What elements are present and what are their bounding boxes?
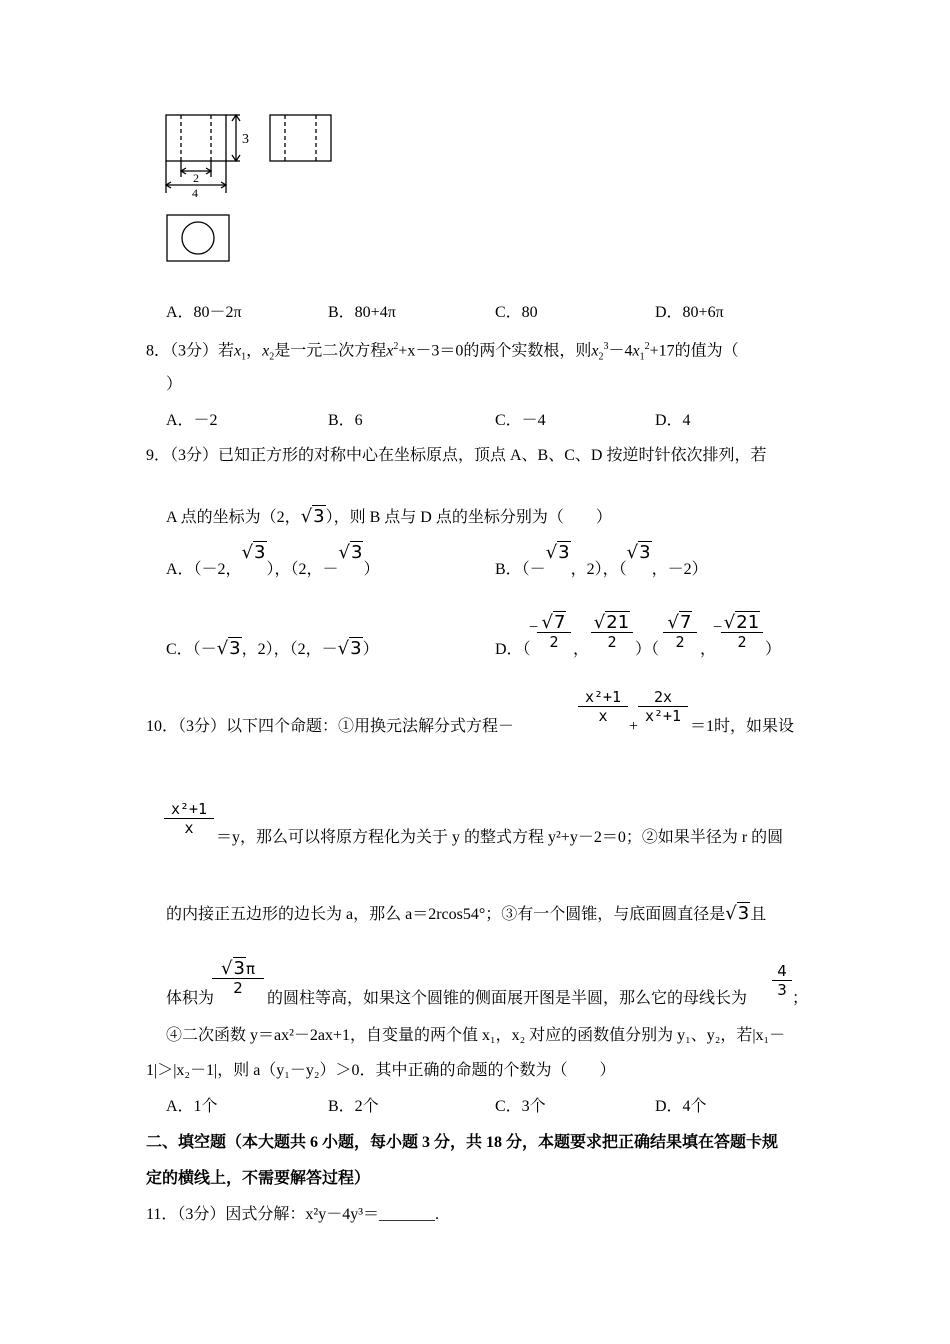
q10-fraction-2: 2x x²+1	[638, 688, 688, 725]
q10-option-d[interactable]: D．4个	[655, 1098, 707, 1115]
dim-inner-label: 2	[193, 171, 199, 185]
q10-line4-mid: 的圆柱等高，如果这个圆锥的侧面展开图是半圆，那么它的母线长为	[267, 990, 748, 1007]
side-view	[270, 115, 331, 161]
q11-stem: 11．（3分）因式分解：x²y－4y³＝_______.	[146, 1206, 440, 1223]
three-view-figure	[150, 105, 350, 275]
q8-stem: 8．（3分）若$x_1$，$x_2$是一元二次方程$x^2+x-3=0$的两个实数根，则$x_2^3-4x_1^2+17$的值为（	[146, 341, 739, 363]
q10-line5: ④二次函数 y＝ax²－2ax+1，自变量的两个值 x₁，x₂ 对应的函数值分别为 y₁、y₂，若|x₁－	[166, 1027, 786, 1044]
q10-line1: 10．（3分）以下四个命题：①用换元法解分式方程－	[146, 718, 515, 735]
sqrt-3: √3	[300, 506, 325, 527]
q7-option-b[interactable]: B．80+4π	[328, 304, 396, 321]
q10-fraction-5: 4 3	[772, 962, 792, 999]
q10-line1-tail: ＝1时，如果设	[690, 718, 795, 735]
q10-option-a[interactable]: A．1个	[166, 1098, 218, 1115]
q9-option-b[interactable]: B．（－√3，2），（√3，－2）	[495, 542, 708, 578]
q10-fraction-3: x²+1 x	[164, 800, 214, 837]
dim-outer-label: 4	[192, 186, 198, 200]
q10-option-b[interactable]: B．2个	[328, 1098, 379, 1115]
q7-option-a[interactable]: A．80－2π	[166, 304, 242, 321]
q9-stem-line1: 9．（3分）已知正方形的对称中心在坐标原点，顶点 A、B、C、D 按逆时针依次排列，若	[146, 447, 767, 464]
q8-option-d[interactable]: D．4	[655, 412, 691, 429]
q7-option-c[interactable]: C．80	[495, 304, 538, 321]
q8-option-b[interactable]: B．6	[328, 412, 363, 429]
q9-option-a[interactable]: A．（－2，√3），（2，－√3）	[166, 542, 380, 578]
q10-line4-start: 体积为	[166, 990, 215, 1007]
q10-line6: 1|＞|x₂－1|，则 a（y₁－y₂）＞0．其中正确的命题的个数为（ ）	[146, 1062, 616, 1079]
q10-fraction-1: x²+1 x	[578, 688, 628, 725]
q10-option-c[interactable]: C．3个	[495, 1098, 546, 1115]
front-view	[166, 115, 226, 161]
dim-height-label: 3	[242, 132, 249, 147]
q10-line3: 的内接正五边形的边长为 a，那么 a＝2rcos54°；③有一个圆锥，与底面圆直径是√3且	[166, 903, 767, 924]
section2-heading-line1: 二、填空题（本大题共 6 小题，每小题 3 分，共 18 分，本题要求把正确结果填在答题卡规	[146, 1134, 779, 1151]
q9-option-c[interactable]: C．（－√3，2），（2，－√3）	[166, 638, 379, 659]
q7-option-d[interactable]: D．80+6π	[655, 304, 724, 321]
q9-stem-line2: A 点的坐标为（2，√3），则 B 点与 D 点的坐标分别为（ ）	[166, 506, 612, 527]
q10-plus: +	[629, 718, 639, 735]
q8-option-c[interactable]: C．－4	[495, 412, 546, 429]
q8-close-paren: ）	[166, 376, 183, 393]
section2-heading-line2: 定的横线上，不需要解答过程）	[146, 1170, 371, 1187]
q10-line4-end: ；	[792, 990, 809, 1007]
q10-fraction-4: √3π 2	[212, 960, 264, 997]
q10-line2: ＝y，那么可以将原方程化为关于 y 的整式方程 y²+y－2＝0；②如果半径为 r 的圆	[216, 829, 784, 846]
q8-option-a[interactable]: A．－2	[166, 412, 218, 429]
